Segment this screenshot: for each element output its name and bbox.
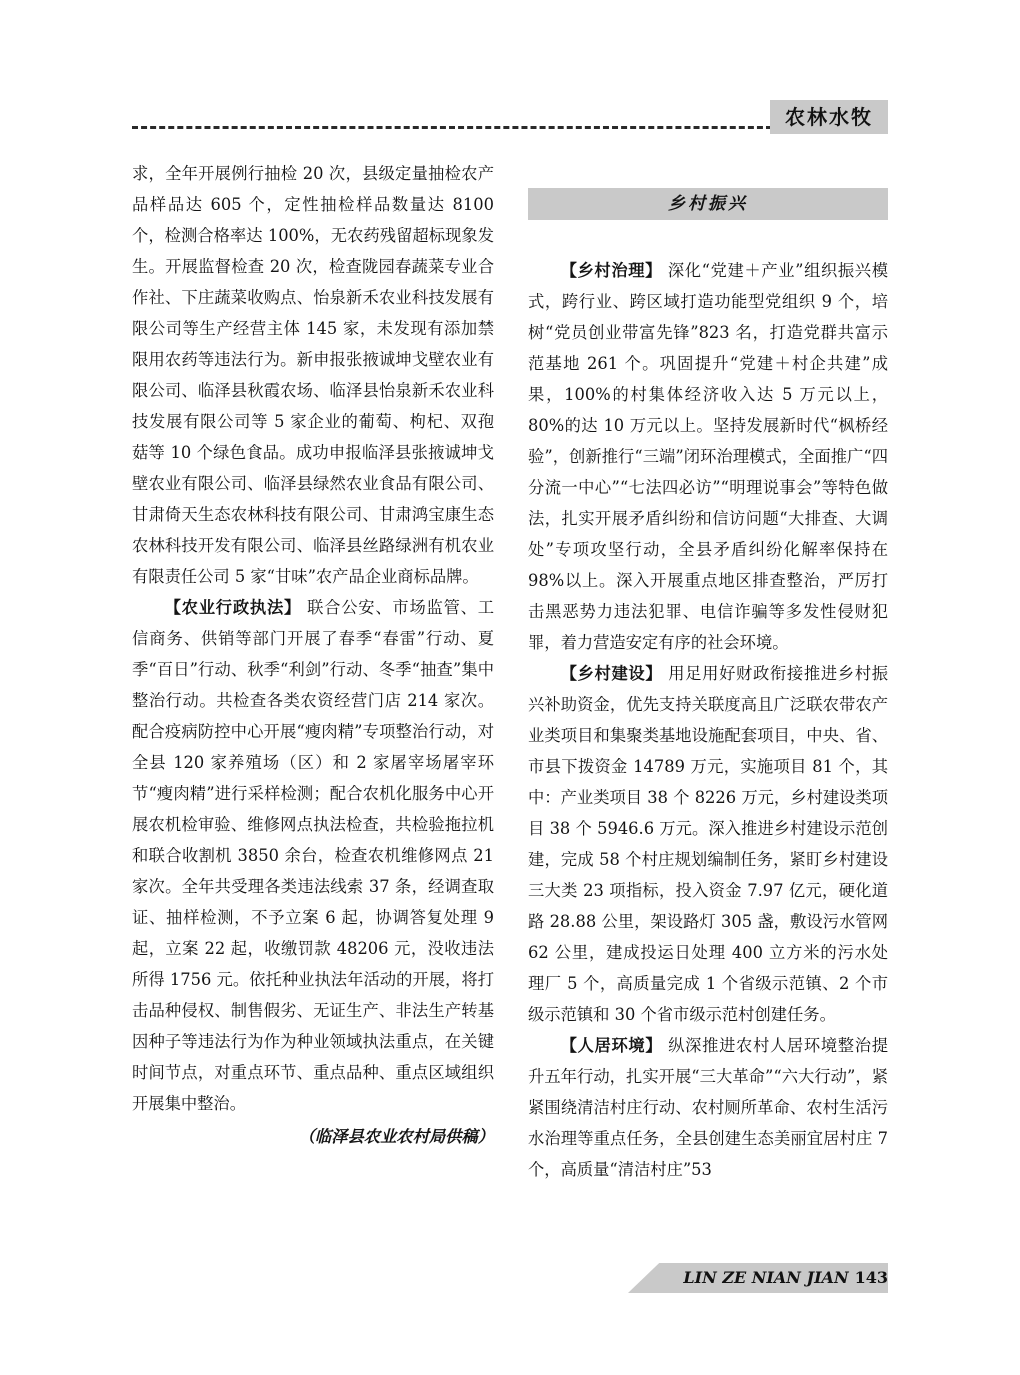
- paragraph-text: 用足用好财政衔接推进乡村振兴补助资金，优先支持关联度高且广泛联农带农产业类项目和集聚类基地设施配套项目，中央、省、市县下拨资金 14789 万元，实施项目 81 个，其中：产业类项目 38 个 8226 万元，乡村建设类项目 38 个 5946.6 万元。深入推进乡村建设示范创建，完成 58 个村庄规划编制任务，紧盯乡村建设三大类 23 项指标，投入资金 7.97 亿元，硬化道路 28.88 公里，架设路灯 305 盏，敷设污水管网 62 公里，建成投运日处理 400 立方米的污水处理厂 5 个，高质量完成 1 个省级示范镇、2 个市级示范镇和 30 个省市级示范村创建任务。: [528, 664, 888, 1024]
- footer: [683, 1263, 888, 1293]
- category-header: 农林水牧: [770, 100, 888, 134]
- section-title: 乡村振兴: [528, 188, 888, 220]
- paragraph-text: 求，全年开展例行抽检 20 次，县级定量抽检农产品样品达 605 个，定性抽检样品数量达 8100 个，检测合格率达 100%，无农药残留超标现象发生。开展监督检查 20 次，检查陇园春蔬菜专业合作社、下庄蔬菜收购点、怡泉新禾农业科技发展有限公司等生产经营主体 145 家，未发现有添加禁限用农药等违法行为。新申报张掖诚坤戈壁农业有限公司、临泽县秋霞农场、临泽县怡泉新禾农业科技发展有限公司等 5 家企业的葡萄、枸杞、双孢菇等 10 个绿色食品。成功申报临泽县张掖诚坤戈壁农业有限公司、临泽县绿然农业食品有限公司、甘肃倚天生态农林科技有限公司、甘肃鸿宝康生态农林科技开发有限公司、临泽县丝路绿洲有机农业有限责任公司 5 家“甘味”农产品企业商标品牌。: [132, 164, 494, 586]
- subsection-label: 【乡村治理】: [560, 261, 663, 280]
- header-rule: [132, 126, 772, 129]
- paragraph-agri-law-enforcement: [132, 592, 494, 1119]
- source-credit: （临泽县农业农村局供稿）: [298, 1127, 494, 1146]
- right-column: [528, 255, 888, 1185]
- paragraph-text: 深化“党建＋产业”组织振兴模式，跨行业、跨区域打造功能型党组织 9 个，培树“党员创业带富先锋”823 名，打造党群共富示范基地 261 个。巩固提升“党建＋村企共建”成果，100%的村集体经济收入达 5 万元以上，80%的达 10 万元以上。坚持发展新时代“枫桥经验”，创新推行“三端”闭环治理模式，全面推广“四分流一中心”“七法四必访”“明理说事会”等特色做法，扎实开展矛盾纠纷和信访问题“大排查、大调处”专项攻坚行动，全县矛盾纠纷化解率保持在 98%以上。深入开展重点地区排查整治，严厉打击黑恶势力违法犯罪、电信诈骗等多发性侵财犯罪，着力营造安定有序的社会环境。: [528, 261, 888, 652]
- paragraph-text: 纵深推进农村人居环境整治提升五年行动，扎实开展“三大革命”“六大行动”，紧紧围绕清洁村庄行动、农村厕所革命、农村生活污水治理等重点任务，全县创建生态美丽宜居村庄 7 个，高质量“清洁村庄”53: [528, 1036, 888, 1179]
- subsection-label: 【乡村建设】: [560, 664, 663, 683]
- paragraph-rural-governance: [528, 255, 888, 658]
- subsection-label: 【人居环境】: [560, 1036, 663, 1055]
- paragraph-living-environment: [528, 1030, 888, 1185]
- paragraph-text: 联合公安、市场监管、工信商务、供销等部门开展了春季“春雷”行动、夏季“百日”行动、秋季“利剑”行动、冬季“抽查”集中整治行动。共检查各类农资经营门店 214 家次。配合疫病防控中心开展“瘦肉精”专项整治行动，对全县 120 家养殖场（区）和 2 家屠宰场屠宰环节“瘦肉精”进行采样检测；配合农机化服务中心开展农机检审验、维修网点执法检查，共检验拖拉机和联合收割机 3850 余台，检查农机维修网点 21 家次。全年共受理各类违法线索 37 条，经调查取证、抽样检测，不予立案 6 起，协调答复处理 9 起，立案 22 起，收缴罚款 48206 元，没收违法所得 1756 元。依托种业执法年活动的开展，将打击品种侵权、制售假劣、无证生产、非法生产转基因种子等违法行为作为种业领域执法重点，在关键时间节点，对重点环节、重点品种、重点区域组织开展集中整治。: [132, 598, 494, 1113]
- page-number: 143: [854, 1268, 888, 1287]
- paragraph-rural-construction: [528, 658, 888, 1030]
- left-column: [132, 158, 494, 1152]
- journal-name: LIN ZE NIAN JIAN: [683, 1268, 849, 1287]
- subsection-label: 【农业行政执法】: [164, 598, 302, 617]
